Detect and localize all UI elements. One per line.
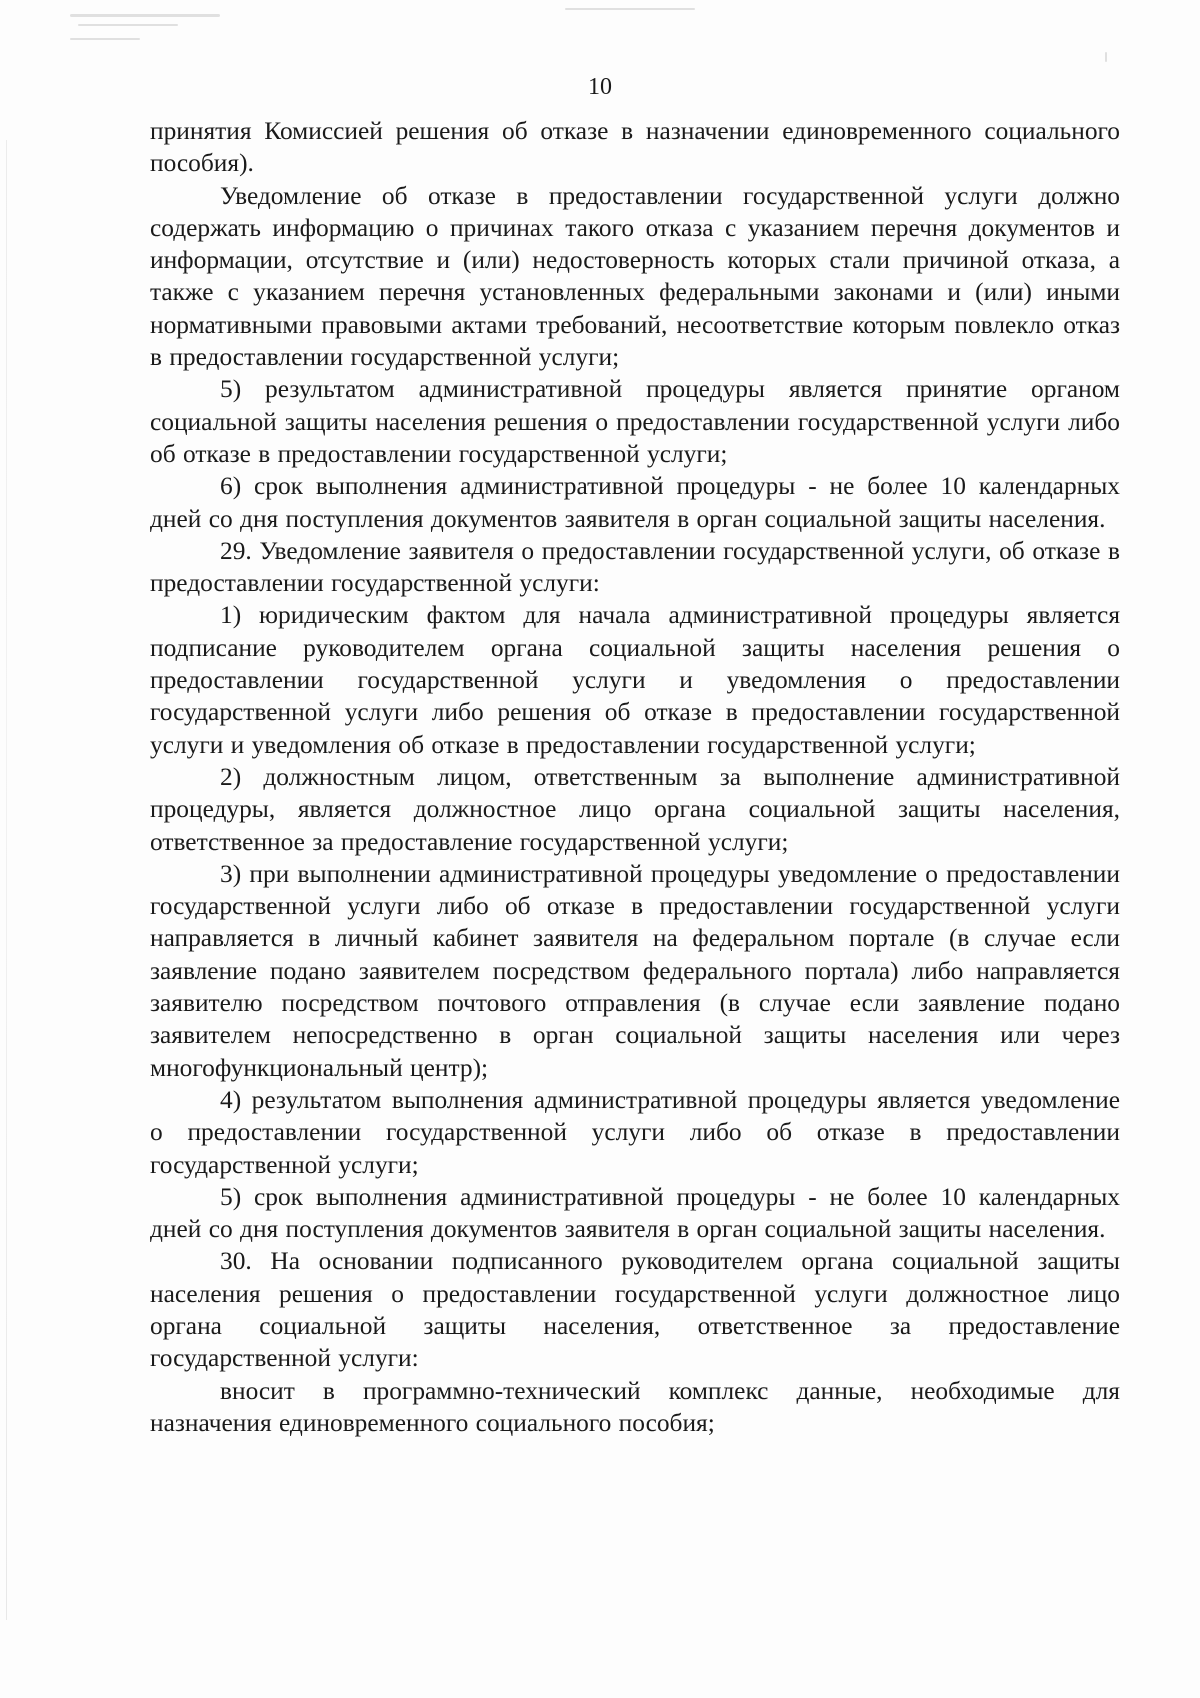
paragraph: 5) результатом административной процедуры является принятие органом социальной защиты населения решения о предоставлении государственной услуги либо об отказе в предоставлении государственной услуги;	[150, 375, 1120, 468]
paragraph: 3) при выполнении административной процедуры уведомление о предоставлении государственной услуги либо об отказе в предоставлении государственной услуги направляется в личный кабинет заявителя на федеральном портале (в случае если заявление подано заявителем посредством федерального портала) либо направляется заявителю посредством почтового отправления (в случае если заявление подано заявителем непосредственно в орган социальной защиты населения или через многофункциональный центр);	[150, 859, 1120, 1082]
paragraph: 5) срок выполнения административной процедуры - не более 10 календарных дней со дня поступления документов заявителя в орган социальной защиты населения.	[150, 1182, 1120, 1244]
page-number: 10	[588, 74, 612, 100]
paragraph: принятия Комиссией решения об отказе в назначении единовременного социального пособия).	[150, 117, 1120, 178]
scan-artifact	[565, 8, 695, 10]
scan-artifact	[1105, 52, 1107, 62]
paragraph: 4) результатом выполнения административной процедуры является уведомление о предоставлении государственной услуги либо об отказе в предоставлении государственной услуги;	[150, 1085, 1120, 1179]
paragraph: Уведомление об отказе в предоставлении государственной услуги должно содержать информацию о причинах такого отказа с указанием перечня документов и информации, отсутствие и (или) недостоверность которых стали причиной отказа, а также с указанием перечня установленных федеральными законами и (или) иными нормативными правовыми актами требований, несоответствие которым повлекло отказ в предоставлении государственной услуги;	[150, 181, 1120, 372]
scan-artifact	[70, 38, 140, 40]
paragraph: 30. На основании подписанного руководителем органа социальной защиты населения решения о предоставлении государственной услуги должностное лицо органа социальной защиты населения, ответственное за предоставление государственной услуги:	[150, 1247, 1120, 1373]
scan-artifact	[78, 24, 178, 26]
paragraph: 29. Уведомление заявителя о предоставлении государственной услуги, об отказе в предоставлении государственной услуги:	[150, 536, 1120, 598]
scan-artifact	[70, 14, 220, 17]
paragraph: 2) должностным лицом, ответственным за выполнение административной процедуры, является должностное лицо органа социальной защиты населения, ответственное за предоставление государственной услуги;	[150, 762, 1120, 856]
document-body	[150, 115, 1120, 1439]
paragraph: 6) срок выполнения административной процедуры - не более 10 календарных дней со дня поступления документов заявителя в орган социальной защиты населения.	[150, 472, 1120, 533]
paragraph: вносит в программно-технический комплекс данные, необходимые для назначения единовременного социального пособия;	[150, 1376, 1120, 1437]
paragraph: 1) юридическим фактом для начала административной процедуры является подписание руководителем органа социальной защиты населения решения о предоставлении государственной услуги и уведомления о предоставлении государственной услуги либо решения об отказе в предоставлении государственной услуги и уведомления об отказе в предоставлении государственной услуги;	[150, 601, 1120, 759]
scan-edge-line	[6, 140, 7, 1620]
